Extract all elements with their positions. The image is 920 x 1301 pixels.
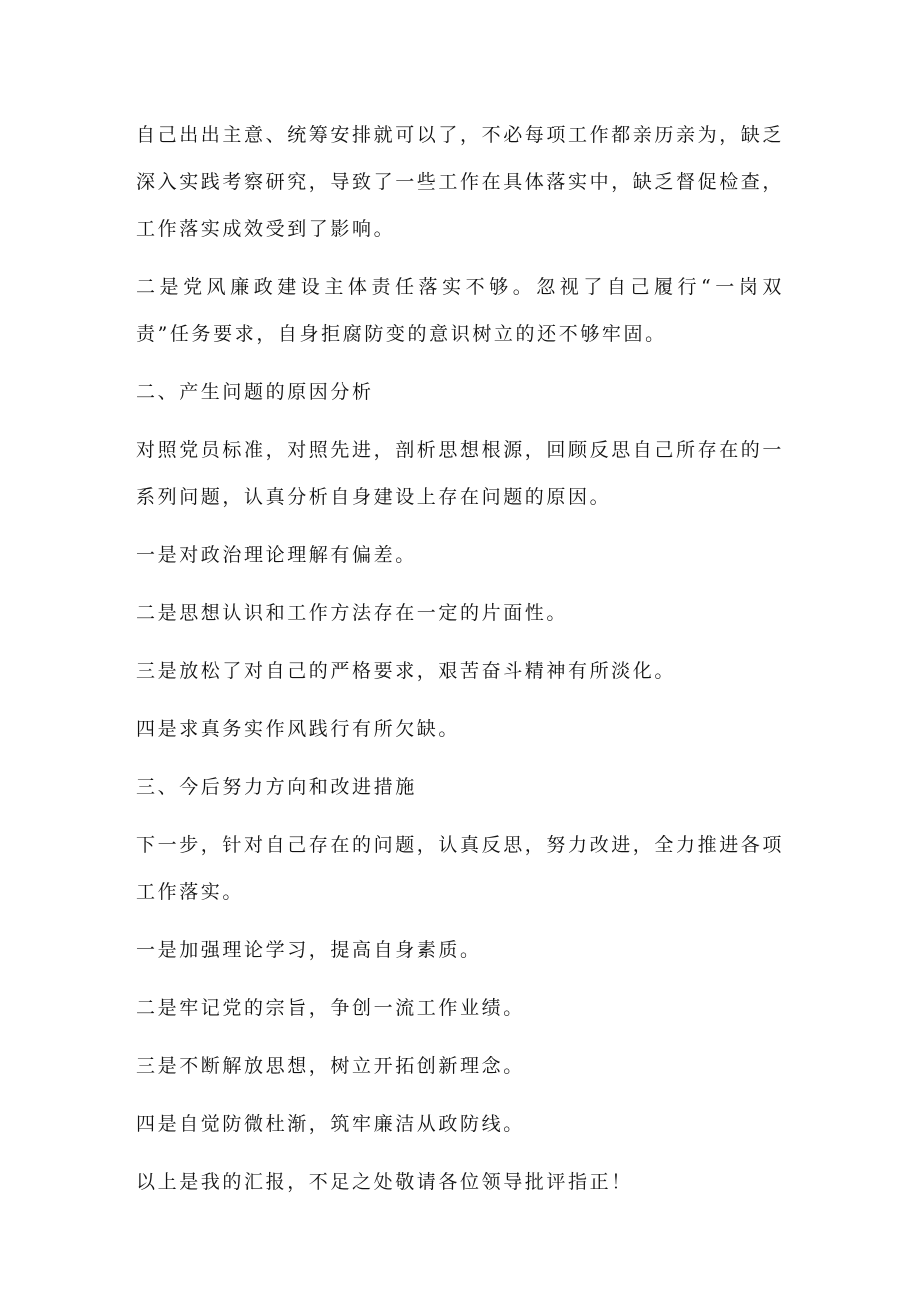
paragraph-cause-three: 三是放松了对自己的严格要求，艰苦奋斗精神有所淡化。	[136, 660, 677, 682]
paragraph-measures-intro: 下一步，针对自己存在的问题，认真反思，努力改进，全力推进各项工作落实。	[136, 834, 785, 903]
paragraph-point-two-responsibility: 二是党风廉政建设主体责任落实不够。忽视了自己履行“一岗双责”任务要求，自身拒腐防变的意识树立的还不够牢固。	[136, 276, 784, 345]
paragraph-closing: 以上是我的汇报，不足之处敬请各位领导批评指正！	[136, 1171, 633, 1193]
paragraph-measure-three: 三是不断解放思想，树立开拓创新理念。	[136, 1055, 525, 1077]
paragraph-cause-one: 一是对政治理论理解有偏差。	[136, 544, 417, 566]
section-heading-improvement-measures: 三、今后努力方向和改进措施	[136, 776, 417, 798]
document-body	[136, 112, 784, 1217]
paragraph-cause-two: 二是思想认识和工作方法存在一定的片面性。	[136, 602, 569, 624]
paragraph-cause-four: 四是求真务实作风践行有所欠缺。	[136, 718, 461, 740]
paragraph-measure-four: 四是自觉防微杜渐，筑牢廉洁从政防线。	[136, 1113, 525, 1135]
paragraph-continuation: 自己出出主意、统筹安排就可以了，不必每项工作都亲历亲为，缺乏深入实践考察研究，导致了一些工作在具体落实中，缺乏督促检查，工作落实成效受到了影响。	[136, 124, 785, 240]
section-heading-cause-analysis: 二、产生问题的原因分析	[136, 381, 374, 403]
paragraph-measure-two: 二是牢记党的宗旨，争创一流工作业绩。	[136, 997, 525, 1019]
paragraph-measure-one: 一是加强理论学习，提高自身素质。	[136, 939, 482, 961]
paragraph-cause-intro: 对照党员标准，对照先进，剖析思想根源，回顾反思自己所存在的一系列问题，认真分析自身建设上存在问题的原因。	[136, 439, 785, 508]
